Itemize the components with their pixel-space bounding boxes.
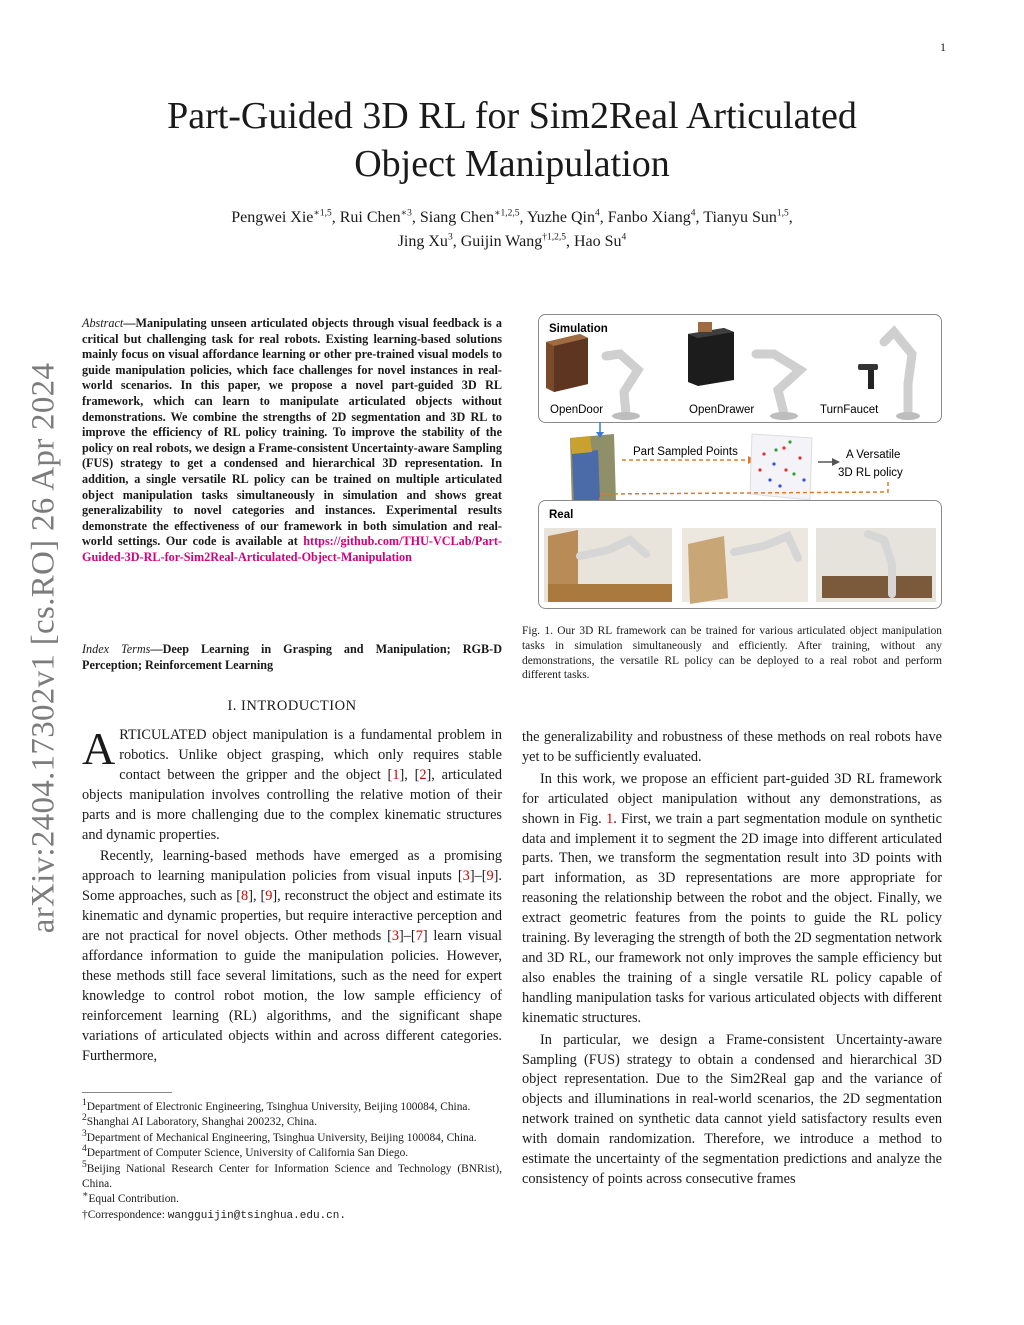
real-photo-3 [816,528,936,602]
right-paragraph-3: In particular, we design a Frame-consistent Uncertainty-aware Sampling (FUS) strategy to obtain a condensed and hierarchical 3D object representation. Due to the Sim2Real gap and the variance of objects and illuminations in real-world scenarios, the 2D segmentation network trained on synthetic data cannot yield satisfactory results even with domain randomization. Therefore, we introduce a method to estimate the uncertainty of the segmentation predictions and analyze the consistency of points across consecutive frames [522,1031,942,1187]
abstract [82,316,502,566]
footnote: $^3$Department of Mechanical Engineering, Tsinghua University, Beijing 100084, China. [82,1129,477,1144]
citation-link[interactable]: 8 [241,888,249,905]
simulation-label: Simulation [549,323,608,335]
title-line-1: Part-Guided 3D RL for Sim2Real Articulated [167,95,857,137]
paper-title [100,92,924,188]
task-label-opendrawer: OpenDrawer [689,404,755,416]
right-paragraph-1: the generalizability and robustness of these methods on real robots have yet to be sufficiently evaluated. [522,729,942,765]
section-heading: I. INTRODUCTION [227,698,357,714]
point-cloud [750,434,812,500]
authors-line-2: Jing Xu$^3$, Guijin Wang$^{\dagger 1,2,5}$, Hao Su$^4$ [397,232,627,250]
real-label: Real [549,509,574,521]
robot-base [612,412,640,420]
citation-link[interactable]: 3 [391,928,400,945]
cabinet-illustration [546,334,588,392]
citation-link[interactable]: 2 [419,766,427,783]
real-photo-1 [544,528,672,602]
task-label-turnfaucet: TurnFaucet [820,404,879,416]
index-terms-label: Index Terms [82,642,151,656]
policy-label-1: A Versatile [846,449,901,461]
footnote: $^4$Department of Computer Science, University of California San Diego. [82,1144,409,1160]
index-terms-text: —Deep Learning in Grasping and Manipulation; RGB-D Perception; Reinforcement Learning [82,642,502,672]
figure-1-illustration [538,314,942,612]
footnote: $^2$Shanghai AI Laboratory, Shanghai 200232, China. [82,1113,317,1129]
title-line-2: Object Manipulation [354,143,670,185]
citation-link[interactable]: 9 [265,888,273,905]
email-link[interactable]: wangguijin@tsinghua.edu.cn. [167,1209,346,1222]
introduction-text [82,723,503,1066]
footnote: ∗Equal Contribution. [82,1190,179,1206]
citation-link[interactable]: 7 [415,928,423,945]
code-link[interactable]: https://github.com/THU-VCLab/Part-Guided-3D-RL-for-Sim2Real-Articulated-Object-Manipulation [82,534,502,564]
right-paragraph-2: In this work, we propose an efficient part-guided 3D RL framework for articulated object manipulation without any demonstrations, as shown in Fig. 1. First, we train a part segmentation module on synthetic data and implement it to segment the 2D image into different articulated parts. Then, we transform the segmentation result into 3D points with part information, as 3D representations are more appropriate for reasoning the relationship between the robot and the object. Finally, we extract geometric features from the points to guide the RL policy training. By leveraging the strength of both the 2D segmentation network and 3D RL, our framework not only improves the sample efficiency but also enables the training of a single versatile RL policy capable of handling manipulation tasks for various articulated objects with different kinematic structures. [522,770,942,1026]
page-number: 1 [940,40,946,54]
authors-line-1: Pengwei Xie$^{∗1,5}$, Rui Chen$^{∗3}$, Siang Chen$^{∗1,2,5}$, Yuzhe Qin$^4$, Fanbo Xiang$^4$, Tianyu Sun$^{1,5}$, [231,208,793,226]
task-label-opendoor: OpenDoor [550,404,604,416]
footnote: $^5$Beijing National Research Center for Information Science and Technology (BNRist), China. [82,1159,502,1191]
part-points-label: Part Sampled Points [633,446,738,458]
citation-link[interactable]: 1 [392,766,400,783]
robot-base [770,412,798,420]
policy-label-2: 3D RL policy [838,467,903,479]
footnote-rule [82,1092,172,1093]
abstract-label: Abstract [82,316,124,330]
robot-base [896,412,920,420]
drop-cap: A [82,723,116,774]
figure-ref-link[interactable]: 1 [606,810,614,827]
citation-link[interactable]: 9 [486,868,494,885]
footnotes [82,1100,502,1224]
arxiv-id: arXiv:2404.17302v1 [cs.RO] 26 Apr 2024 [25,362,62,934]
intro-paragraph-2: Recently, learning-based methods have emerged as a promising approach to learning manipulation policies from visual inputs [3]–[9]. Some approaches, such as [8], [9], reconstruct the object and estimate its kinematic and dynamic properties, but require interactive perception and are not practical for novel objects. Other methods [3]–[7] learn visual affordance information to guide the manipulation policies. However, these methods still face several limitations, such as the need for expert knowledge to control robot motion, the low sample efficiency of reinforcement learning (RL) algorithms, and the significant shape variations of articulated objects within and across different categories. Furthermore, [82,848,503,1064]
right-column-text [522,728,942,1190]
author-list [100,206,924,254]
arxiv-sidebar [22,348,66,948]
figure-1 [538,314,942,612]
figure-caption: Fig. 1. Our 3D RL framework can be trained for various articulated object manipulation tasks in simulation simultaneously and efficiently. After training, without any demonstrations, the versatile RL policy can be deployed to a real robot and perform different tasks. [522,625,942,682]
index-terms [82,642,502,673]
footnote: $^1$Department of Electronic Engineering, Tsinghua University, Beijing 100084, China. [82,1098,471,1113]
intro-paragraph-1: ARTICULATED object manipulation is a fundamental problem in robotics. Unlike object grasping, which only requires stable contact between the gripper and the object [1], [2], articulated objects manipulation involves controlling the relative motion of their parts and is more challenging due to the complex kinematic structures and dynamic properties. [82,723,502,843]
segmentation-image [570,434,616,508]
footnote-correspondence: †Correspondence: wangguijin@tsinghua.edu.cn. [82,1208,346,1222]
real-photo-2 [682,528,808,604]
abstract-text: —Manipulating unseen articulated objects through visual feedback is a critical but challenging task for real robots. Existing learning-based solutions mainly focus on visual affordance learning or other pre-trained visual models to guide manipulation policies, which face challenges for novel instances in real-world scenarios. In this paper, we propose a novel part-guided 3D RL framework, which can learn to manipulate articulated objects without demonstrations. We combine the strengths of 2D segmentation and 3D RL to improve the efficiency of RL policy training. To improve the stability of the policy on real robots, we design a Frame-consistent Uncertainty-aware Sampling (FUS) strategy to get a condensed and hierarchical 3D representation. In addition, a single versatile RL policy can be trained on multiple articulated object manipulation tasks simultaneously in simulation and shows great generalizability to novel categories and instances. Experimental results demonstrate the effectiveness of our framework in both simulation and real-world settings. Our code is available at [82,316,502,549]
citation-link[interactable]: 3 [462,868,470,885]
